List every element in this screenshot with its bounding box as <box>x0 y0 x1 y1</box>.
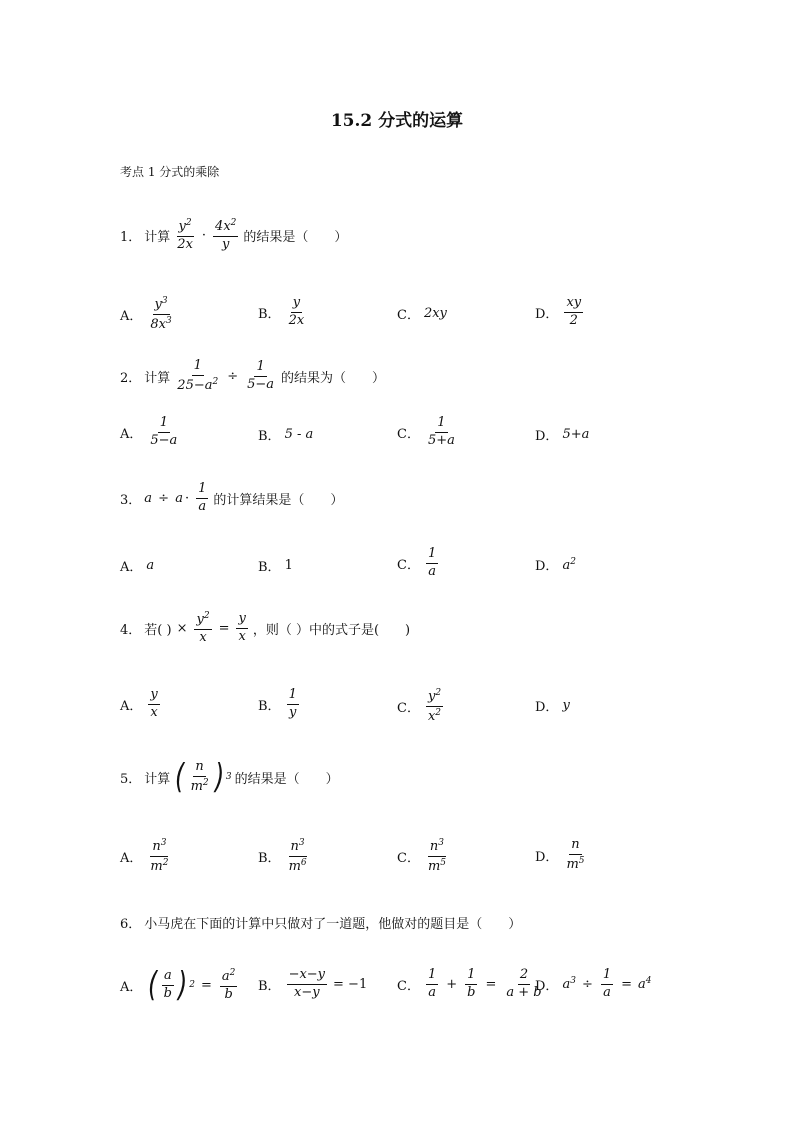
option-value: 5+a <box>562 427 590 442</box>
q4-option-c[interactable] <box>397 688 445 725</box>
question-prefix: 计算 <box>144 229 171 245</box>
q6-option-a[interactable]: A． ( $\frac{a}{b}$ ) 2 = $\frac{a^2}{b}$ <box>120 965 236 1006</box>
option-label: B． <box>258 850 281 866</box>
option-label: D． <box>535 559 559 574</box>
option-label: C． <box>397 426 420 442</box>
option-label: C． <box>397 700 420 716</box>
q6-option-c[interactable]: C． $\frac{1}{a}$ + $\frac{1}{b}$ = $\frac{2}{a + b}$ <box>397 967 542 1000</box>
q2-option-a[interactable] <box>120 416 181 449</box>
q4-option-b[interactable] <box>258 688 301 721</box>
option-label: C． <box>397 308 420 323</box>
fraction: $\frac{2}{a + b}$ <box>506 967 542 1000</box>
q3-option-d[interactable] <box>535 555 576 574</box>
fraction: $\frac{1}{a}$ <box>427 546 437 579</box>
option-value: 5 - a <box>284 427 314 442</box>
option-value: $a^2$ <box>562 556 576 573</box>
q1-option-d[interactable] <box>535 296 585 329</box>
q2-option-b[interactable] <box>258 425 313 444</box>
question-suffix: 的结果是（ ） <box>243 229 348 245</box>
q2-option-c[interactable] <box>397 416 459 449</box>
option-value: a <box>146 558 155 573</box>
fraction: $\frac{n^3}{m^2}$ <box>150 838 169 874</box>
option-label: A． <box>120 560 143 575</box>
fraction: $\frac{1}{5+a}$ <box>427 415 455 448</box>
option-label: B． <box>258 978 281 994</box>
q3-option-c[interactable] <box>397 547 440 580</box>
option-value: = −1 <box>333 976 368 992</box>
question-text: 小马虎在下面的计算中只做对了一道题，他做对的题目是（ ） <box>144 917 522 932</box>
option-label: B． <box>258 429 281 444</box>
math-expression: $a^4$ <box>638 976 652 993</box>
fraction: $\frac{y^2}{x}$ <box>196 611 210 645</box>
q5-option-b[interactable] <box>258 838 311 875</box>
q6-option-d[interactable]: D． $a^3$ ÷ $\frac{1}{a}$ = $a^4$ <box>535 967 652 1000</box>
section-heading: 考点 1 分式的乘除 <box>120 165 220 179</box>
question-number: 1． <box>120 229 142 245</box>
q3-option-a[interactable] <box>120 556 154 575</box>
question-number: 5． <box>120 771 142 787</box>
option-label: C． <box>397 850 420 866</box>
fraction: $\frac{y^3}{8x^3}$ <box>150 296 172 332</box>
fraction: $\frac{a^2}{b}$ <box>221 968 236 1002</box>
q5-option-d[interactable] <box>535 838 589 873</box>
question-prefix: 若( ) <box>144 622 172 638</box>
question-1: 1． 计算 $\frac{y^2}{2x}$ · $\frac{4x^2}{y}$ 的结果是（ ） <box>120 218 348 252</box>
question-number: 4． <box>120 622 142 638</box>
fraction: $\frac{1}{a}$ <box>602 967 612 1000</box>
question-6 <box>120 913 521 932</box>
option-label: D． <box>535 849 559 865</box>
fraction: $\frac{y}{2x}$ <box>288 295 305 328</box>
q5-option-a[interactable] <box>120 838 172 875</box>
option-label: A． <box>120 979 143 995</box>
option-label: C． <box>397 557 420 573</box>
question-suffix: 的计算结果是（ ） <box>213 492 344 508</box>
question-prefix: 计算 <box>144 370 171 386</box>
option-label: B． <box>258 306 281 322</box>
fraction: $\frac{1}{a}$ <box>198 481 207 514</box>
question-suffix: 的结果为（ ） <box>281 370 386 386</box>
fraction: $\frac{y^2}{2x}$ <box>177 218 193 252</box>
fraction: $\frac{1}{5-a}$ <box>150 415 178 448</box>
question-4: 4． 若( ) × $\frac{y^2}{x}$ = $\frac{y}{x}$ ，则（ ）中的式子是( ) <box>120 611 411 645</box>
option-label: B． <box>258 698 281 714</box>
parenthesized-power: ( $\frac{n}{m^2}$ ) 3 <box>175 757 232 798</box>
option-value: 1 <box>284 558 293 573</box>
fraction: $\frac{1}{5-a}$ <box>247 359 275 392</box>
option-value: 2xy <box>423 306 447 321</box>
option-label: A． <box>120 426 143 442</box>
question-prefix: 计算 <box>144 771 171 787</box>
option-label: B． <box>258 560 281 575</box>
q5-option-c[interactable] <box>397 838 450 875</box>
fraction: $\frac{-x-y}{x-y}$ <box>288 967 326 1000</box>
option-label: A． <box>120 850 143 866</box>
math-expression: a ÷ a · <box>144 490 190 506</box>
fraction: $\frac{1}{y}$ <box>288 687 297 720</box>
q6-option-b[interactable] <box>258 968 367 1001</box>
question-number: 6． <box>120 917 142 932</box>
question-suffix: 的结果是（ ） <box>234 771 339 787</box>
fraction: $\frac{1}{b}$ <box>467 967 476 1000</box>
q1-option-c[interactable] <box>397 304 447 323</box>
question-2: 2． 计算 $\frac{1}{25-a^2}$ ÷ $\frac{1}{5-a}$ 的结果为（ ） <box>120 358 386 393</box>
q1-option-b[interactable] <box>258 296 308 329</box>
fraction: $\frac{y^2}{x^2}$ <box>427 688 442 724</box>
q4-option-d[interactable] <box>535 696 570 715</box>
option-label: D． <box>535 978 559 994</box>
parenthesized-power: ( $\frac{a}{b}$ ) 2 <box>148 965 195 1006</box>
option-label: A． <box>120 308 143 324</box>
question-number: 3． <box>120 492 142 508</box>
option-label: A． <box>120 698 143 714</box>
fraction: $\frac{n^3}{m^6}$ <box>288 838 307 874</box>
fraction: $\frac{xy}{2}$ <box>566 295 582 328</box>
fraction: $\frac{1}{a}$ <box>427 967 437 1000</box>
q3-option-b[interactable] <box>258 556 293 575</box>
fraction: $\frac{y}{x}$ <box>238 611 246 644</box>
question-5 <box>120 757 339 798</box>
fraction: $\frac{y}{x}$ <box>150 687 158 720</box>
question-3 <box>120 482 343 515</box>
q2-option-d[interactable] <box>535 425 589 444</box>
fraction: $\frac{n}{m^5}$ <box>566 837 585 872</box>
fraction: $\frac{4x^2}{y}$ <box>215 218 237 252</box>
q1-option-a[interactable] <box>120 296 176 333</box>
option-label: D． <box>535 700 559 715</box>
q4-option-a[interactable] <box>120 688 162 721</box>
question-number: 2． <box>120 370 142 386</box>
math-expression: $a^3$ <box>562 976 576 993</box>
page-title: 15.2 分式的运算 <box>330 111 464 131</box>
fraction: $\frac{n^3}{m^5}$ <box>427 838 447 874</box>
option-value: y <box>562 698 570 713</box>
option-label: C． <box>397 978 420 994</box>
question-suffix: ，则（ ）中的式子是( ) <box>252 622 411 638</box>
option-label: D． <box>535 306 559 322</box>
option-label: D． <box>535 429 559 444</box>
fraction: $\frac{1}{25-a^2}$ <box>177 358 219 393</box>
